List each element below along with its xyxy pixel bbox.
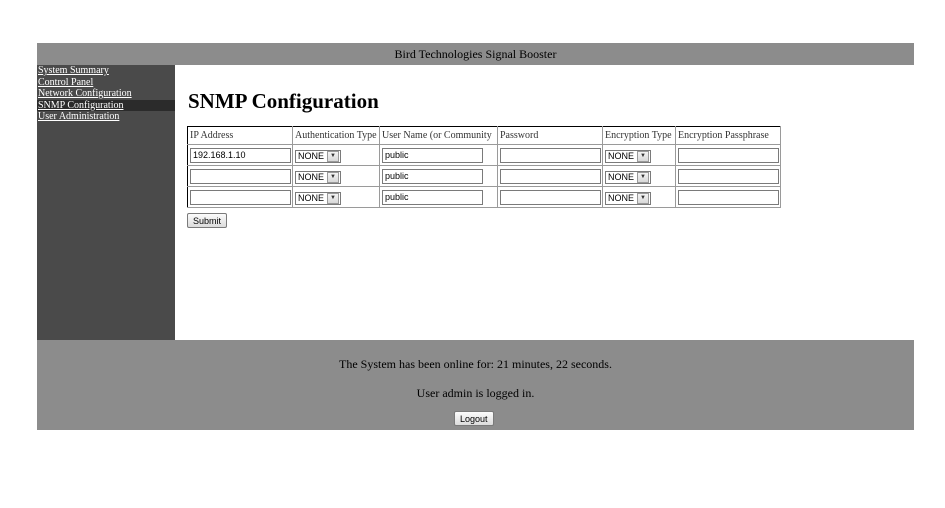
submit-button[interactable]: Submit	[187, 213, 227, 228]
table-row	[188, 166, 781, 187]
encryption-passphrase-input[interactable]	[678, 169, 779, 184]
ip-address-input[interactable]	[190, 169, 291, 184]
chevron-down-icon: ▼	[327, 172, 339, 183]
app-title: Bird Technologies Signal Booster	[394, 47, 557, 61]
chevron-down-icon: ▼	[637, 172, 649, 183]
column-header-encryption-passphrase: Encryption Passphrase	[676, 127, 781, 145]
snmp-table	[187, 126, 781, 208]
sidebar-item-network-configuration[interactable]: Network Configuration	[38, 88, 132, 99]
main-content	[175, 65, 914, 340]
authentication-type-select[interactable]	[295, 192, 341, 205]
column-header-ip-address: IP Address	[188, 127, 293, 145]
authentication-type-value: NONE	[298, 151, 325, 161]
page-header	[37, 43, 914, 65]
encryption-type-select[interactable]	[605, 192, 651, 205]
page-title: SNMP Configuration	[188, 89, 379, 113]
authentication-type-select[interactable]	[295, 150, 341, 163]
chevron-down-icon: ▼	[637, 193, 649, 204]
page-footer	[37, 340, 914, 430]
uptime-status: The System has been online for: 21 minutes, 22 seconds.	[339, 357, 612, 371]
encryption-passphrase-input[interactable]	[678, 148, 779, 163]
column-header-user-name: User Name (or Community	[380, 127, 498, 145]
page-frame	[37, 43, 914, 430]
encryption-type-value: NONE	[608, 172, 635, 182]
user-name-input[interactable]	[382, 148, 483, 163]
table-row	[188, 145, 781, 166]
column-header-password: Password	[498, 127, 603, 145]
sidebar	[37, 65, 175, 340]
password-input[interactable]	[500, 190, 601, 205]
authentication-type-select[interactable]	[295, 171, 341, 184]
user-name-input[interactable]	[382, 190, 483, 205]
chevron-down-icon: ▼	[327, 193, 339, 204]
logout-button[interactable]: Logout	[454, 411, 494, 426]
sidebar-item-control-panel[interactable]: Control Panel	[38, 76, 94, 88]
table-row	[188, 187, 781, 208]
encryption-type-value: NONE	[608, 151, 635, 161]
ip-address-input[interactable]	[190, 148, 291, 163]
column-header-authentication-type: Authentication Type	[293, 127, 380, 145]
encryption-type-select[interactable]	[605, 150, 651, 163]
user-name-input[interactable]	[382, 169, 483, 184]
ip-address-input[interactable]	[190, 190, 291, 205]
encryption-type-value: NONE	[608, 193, 635, 203]
encryption-passphrase-input[interactable]	[678, 190, 779, 205]
column-header-encryption-type: Encryption Type	[603, 127, 676, 145]
encryption-type-select[interactable]	[605, 171, 651, 184]
sidebar-item-user-administration[interactable]: User Administration	[38, 111, 120, 122]
table-header-row	[188, 127, 781, 145]
authentication-type-value: NONE	[298, 172, 325, 182]
password-input[interactable]	[500, 169, 601, 184]
authentication-type-value: NONE	[298, 193, 325, 203]
password-input[interactable]	[500, 148, 601, 163]
login-status: User admin is logged in.	[416, 386, 535, 400]
chevron-down-icon: ▼	[327, 151, 339, 162]
sidebar-item-system-summary[interactable]: System Summary	[38, 65, 109, 76]
chevron-down-icon: ▼	[637, 151, 649, 162]
sidebar-item-snmp-configuration[interactable]: SNMP Configuration	[37, 100, 175, 112]
